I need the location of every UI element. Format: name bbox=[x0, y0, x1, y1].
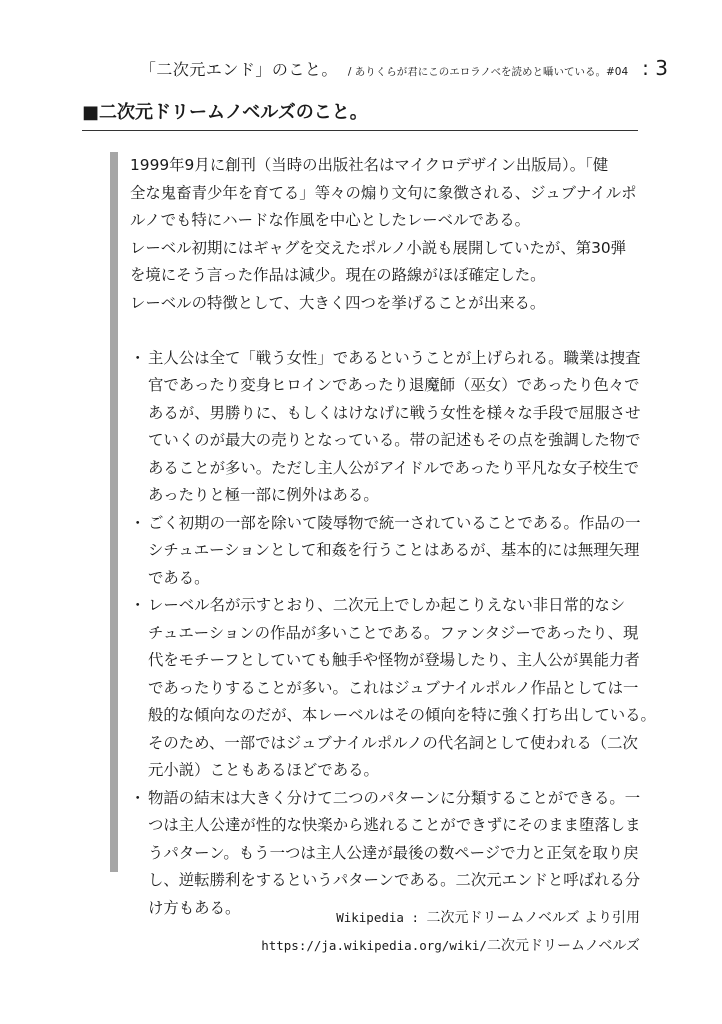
bullet-line: 般的な傾向なのだが、本レーベルはその傾向を特に強く打ち出している。 bbox=[148, 706, 656, 724]
section-heading: ■二次元ドリームノベルズのこと。 bbox=[82, 98, 638, 131]
bullet-line: し、逆転勝利をするというパターンである。二次元エンドと呼ばれる分 bbox=[148, 871, 641, 889]
source-url[interactable] bbox=[261, 932, 640, 960]
bullet-marker: ・ bbox=[130, 596, 146, 614]
quote-block bbox=[110, 152, 656, 917]
bullet-line: つは主人公達が性的な快楽から逃れることができずにそのまま堕落しま bbox=[148, 816, 641, 834]
citation-source: Wikipedia bbox=[336, 910, 404, 925]
bullet-line: である。 bbox=[148, 568, 210, 587]
citation-separator: : bbox=[403, 910, 427, 925]
page-number: : 3 bbox=[642, 56, 668, 80]
intro-line: ルノでも特にハードな作風を中心としたレーベルである。 bbox=[130, 211, 531, 229]
bullet-marker: ・ bbox=[130, 788, 146, 807]
list-item bbox=[130, 785, 642, 923]
bullet-line: ていくのが最大の売りとなっている。帯の記述もその点を強調した物で bbox=[148, 431, 641, 449]
chapter-subtitle: / ありくらが君にこのエロラノベを読めと囁いている。#04 bbox=[347, 66, 629, 78]
bullet-line: そのため、一部ではジュブナイルポルノの代名詞として使われる（二次 bbox=[148, 733, 638, 752]
bullet-line: あることが多い。ただし主人公がアイドルであったり平凡な女子校生で bbox=[148, 458, 639, 477]
bullet-line: あったりと極一部に例外はある。 bbox=[148, 486, 379, 504]
intro-line: を境にそう言った作品は減少。現在の路線がほぼ確定した。 bbox=[130, 266, 546, 284]
bullet-line: け方もある。 bbox=[148, 898, 241, 917]
bullet-line: シチュエーションとして和姦を行うことはあるが、基本的には無理矢理 bbox=[148, 541, 640, 559]
bullet-line: 物語の結末は大きく分けて二つのパターンに分類することができる。一 bbox=[148, 788, 641, 807]
url-prefix[interactable]: https://ja.wikipedia.org/wiki/ bbox=[261, 938, 487, 953]
feature-list bbox=[130, 345, 656, 923]
intro-line: レーベル初期にはギャグを交えたポルノ小説も展開していたが、第30弾 bbox=[130, 238, 627, 257]
bullet-line: ごく初期の一部を除いて陵辱物で統一されていることである。作品の一 bbox=[148, 513, 641, 532]
list-item bbox=[130, 592, 656, 785]
intro-line: 1999年9月に創刊（当時の出版社名はマイクロデザイン出版局）。「健 bbox=[130, 156, 609, 174]
bullet-line: あるが、男勝りに、もしくはけなげに戦う女性を様々な手段で屈服させ bbox=[148, 403, 641, 422]
bullet-line: 元小説）こともあるほどである。 bbox=[148, 761, 379, 779]
bullet-line: 代をモチーフとしていても触手や怪物が登場したり、主人公が異能力者 bbox=[148, 651, 640, 669]
paragraph-gap bbox=[130, 317, 642, 345]
bullet-line: であったりすることが多い。これはジュブナイルポルノ作品としては一 bbox=[148, 678, 639, 697]
intro-line: レーベルの特徴として、大きく四つを挙げることが出来る。 bbox=[130, 293, 546, 312]
page-header bbox=[140, 56, 668, 80]
intro-line: 全な鬼畜青少年を育てる」等々の煽り文句に象徴される、ジュブナイルポ bbox=[130, 183, 637, 202]
bullet-marker: ・ bbox=[130, 348, 146, 367]
source-citation bbox=[261, 904, 640, 960]
bullet-marker: ・ bbox=[130, 513, 146, 532]
chapter-title: 「二次元エンド」のこと。 bbox=[139, 60, 338, 79]
intro-paragraph bbox=[130, 152, 642, 317]
citation-text: 二次元ドリームノベルズ より引用 bbox=[426, 910, 640, 926]
bullet-line: うパターン。もう一つは主人公達が最後の数ページで力と正気を取り戻 bbox=[148, 843, 639, 862]
bullet-line: レーベル名が示すとおり、二次元上でしか起こりえない非日常的なシ bbox=[148, 596, 626, 614]
list-item bbox=[130, 345, 642, 510]
citation-line bbox=[261, 904, 640, 932]
bullet-line: チュエーションの作品が多いことである。ファンタジーであったり、現 bbox=[148, 623, 639, 642]
url-suffix[interactable]: 二次元ドリームノベルズ bbox=[486, 938, 640, 954]
list-item bbox=[130, 510, 642, 593]
bullet-line: 主人公は全て「戦う女性」であるということが上げられる。職業は捜査 bbox=[148, 348, 641, 367]
bullet-line: 官であったり変身ヒロインであったり退魔師（巫女）であったり色々で bbox=[148, 376, 640, 394]
